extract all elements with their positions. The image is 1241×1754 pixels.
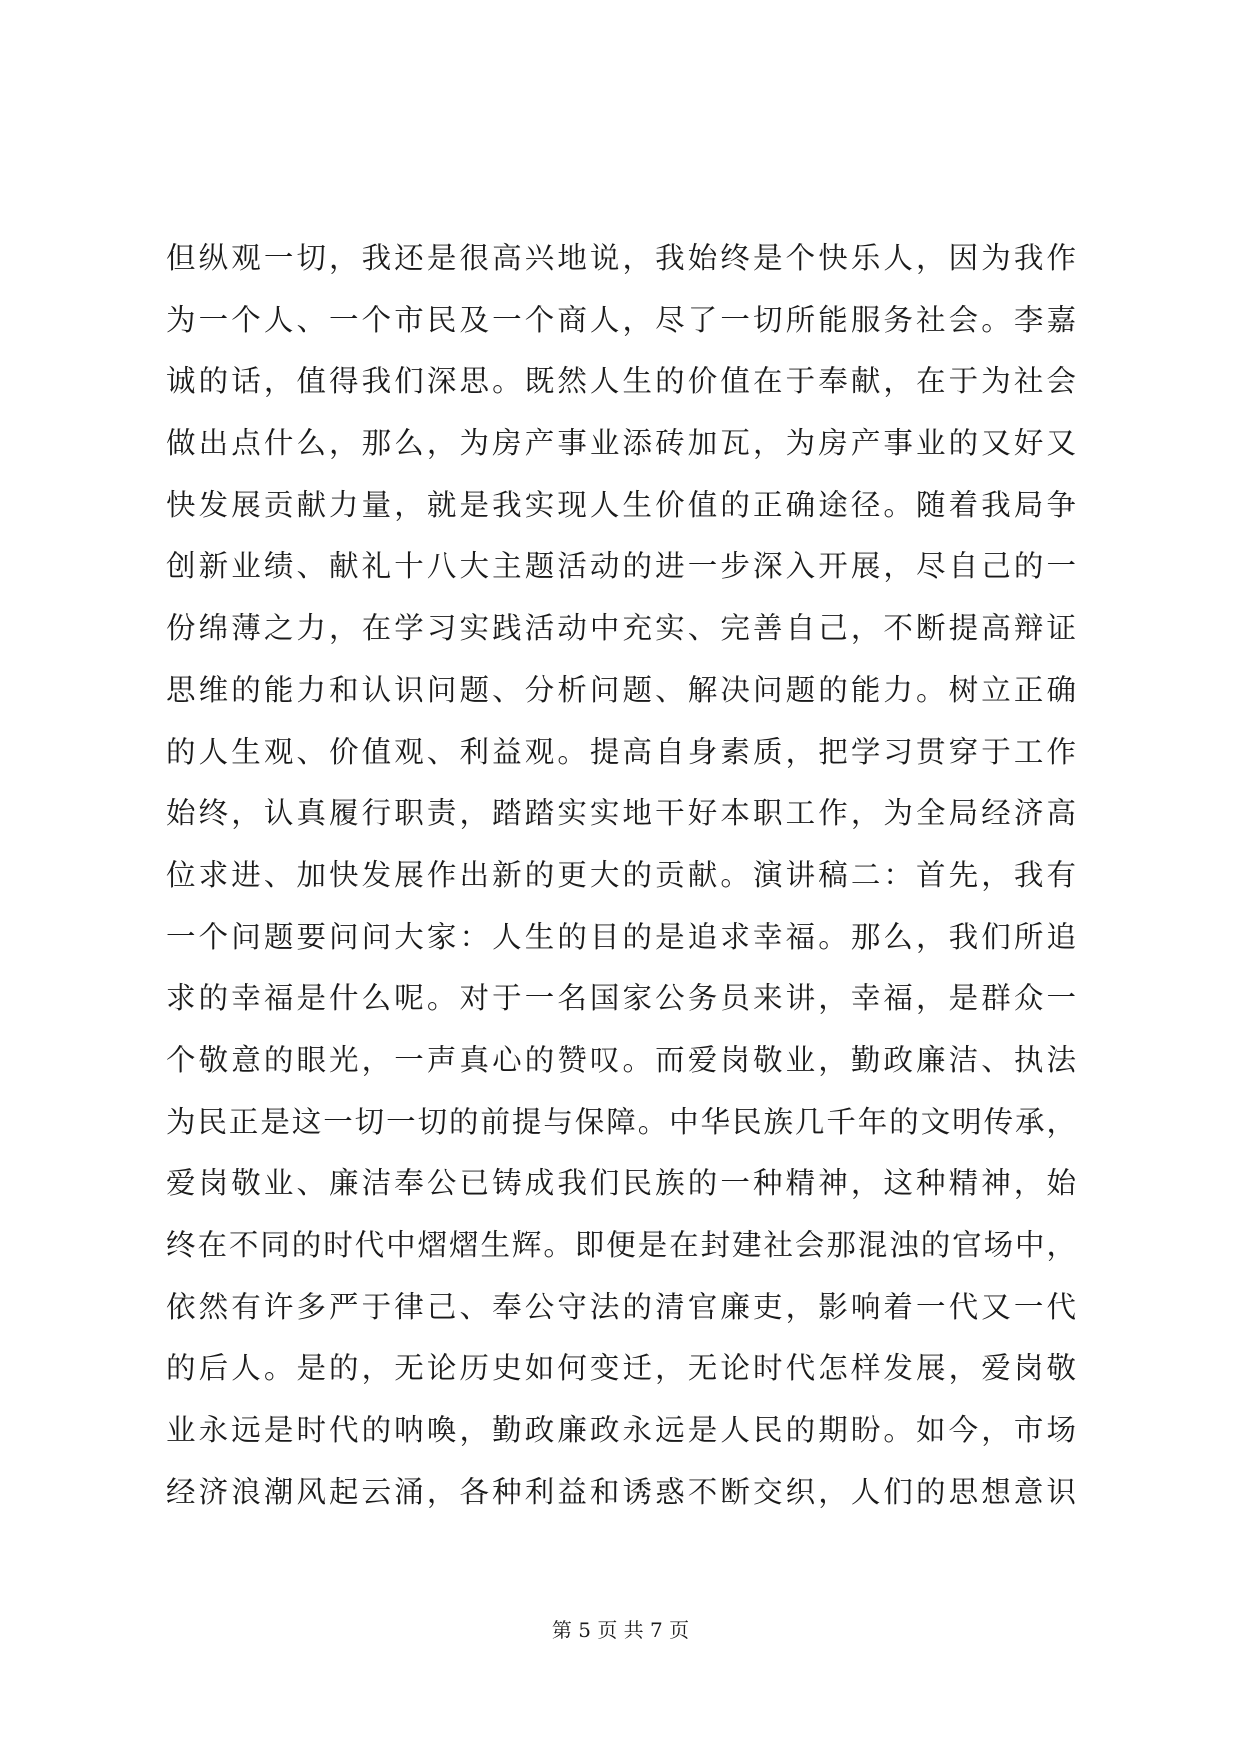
text-line: 经济浪潮风起云涌，各种利益和诱惑不断交织，人们的思想意识 xyxy=(166,1474,1076,1509)
text-line: 依然有许多严于律己、奉公守法的清官廉吏，影响着一代又一代 xyxy=(166,1289,1076,1324)
text-line: 终在不同的时代中熠熠生辉。即便是在封建社会那混浊的官场中， xyxy=(166,1228,1076,1262)
text-line: 创新业绩、献礼十八大主题活动的进一步深入开展，尽自己的一 xyxy=(166,549,1076,584)
body-text xyxy=(166,228,1076,1523)
text-line: 个敬意的眼光，一声真心的赞叹。而爱岗敬业，勤政廉洁、执法 xyxy=(166,1042,1076,1077)
text-line: 为一个人、一个市民及一个商人，尽了一切所能服务社会。李嘉 xyxy=(166,302,1076,337)
text-line: 份绵薄之力，在学习实践活动中充实、完善自己，不断提高辩证 xyxy=(166,611,1076,646)
text-line: 快发展贡献力量，就是我实现人生价值的正确途径。随着我局争 xyxy=(166,487,1076,522)
text-line: 为民正是这一切一切的前提与保障。中华民族几千年的文明传承， xyxy=(166,1104,1076,1139)
text-line: 做出点什么，那么，为房产事业添砖加瓦，为房产事业的又好又 xyxy=(166,426,1076,461)
text-line: 求的幸福是什么呢。对于一名国家公务员来讲，幸福，是群众一 xyxy=(166,981,1076,1016)
page-number-footer: 第 5 页 共 7 页 xyxy=(551,1618,690,1642)
text-line: 思维的能力和认识问题、分析问题、解决问题的能力。树立正确 xyxy=(166,672,1076,707)
text-line: 业永远是时代的呐喚，勤政廉政永远是人民的期盼。如今，市场 xyxy=(166,1413,1076,1448)
text-line: 位求进、加快发展作出新的更大的贡献。演讲稿二：首先，我有 xyxy=(166,857,1076,892)
text-line: 但纵观一切，我还是很高兴地说，我始终是个快乐人，因为我作 xyxy=(166,241,1076,275)
text-line: 一个问题要问问大家：人生的目的是追求幸福。那么，我们所追 xyxy=(166,919,1076,954)
text-line: 始终，认真履行职责，踏踏实实地干好本职工作，为全局经济高 xyxy=(166,796,1076,831)
text-line: 的人生观、价值观、利益观。提高自身素质，把学习贯穿于工作 xyxy=(166,734,1076,769)
text-line: 的后人。是的，无论历史如何变迁，无论时代怎样发展，爱岗敬 xyxy=(166,1351,1076,1386)
text-line: 诚的话，值得我们深思。既然人生的价值在于奉献，在于为社会 xyxy=(166,364,1076,399)
text-line: 爱岗敬业、廉洁奉公已铸成我们民族的一种精神，这种精神，始 xyxy=(166,1166,1076,1201)
